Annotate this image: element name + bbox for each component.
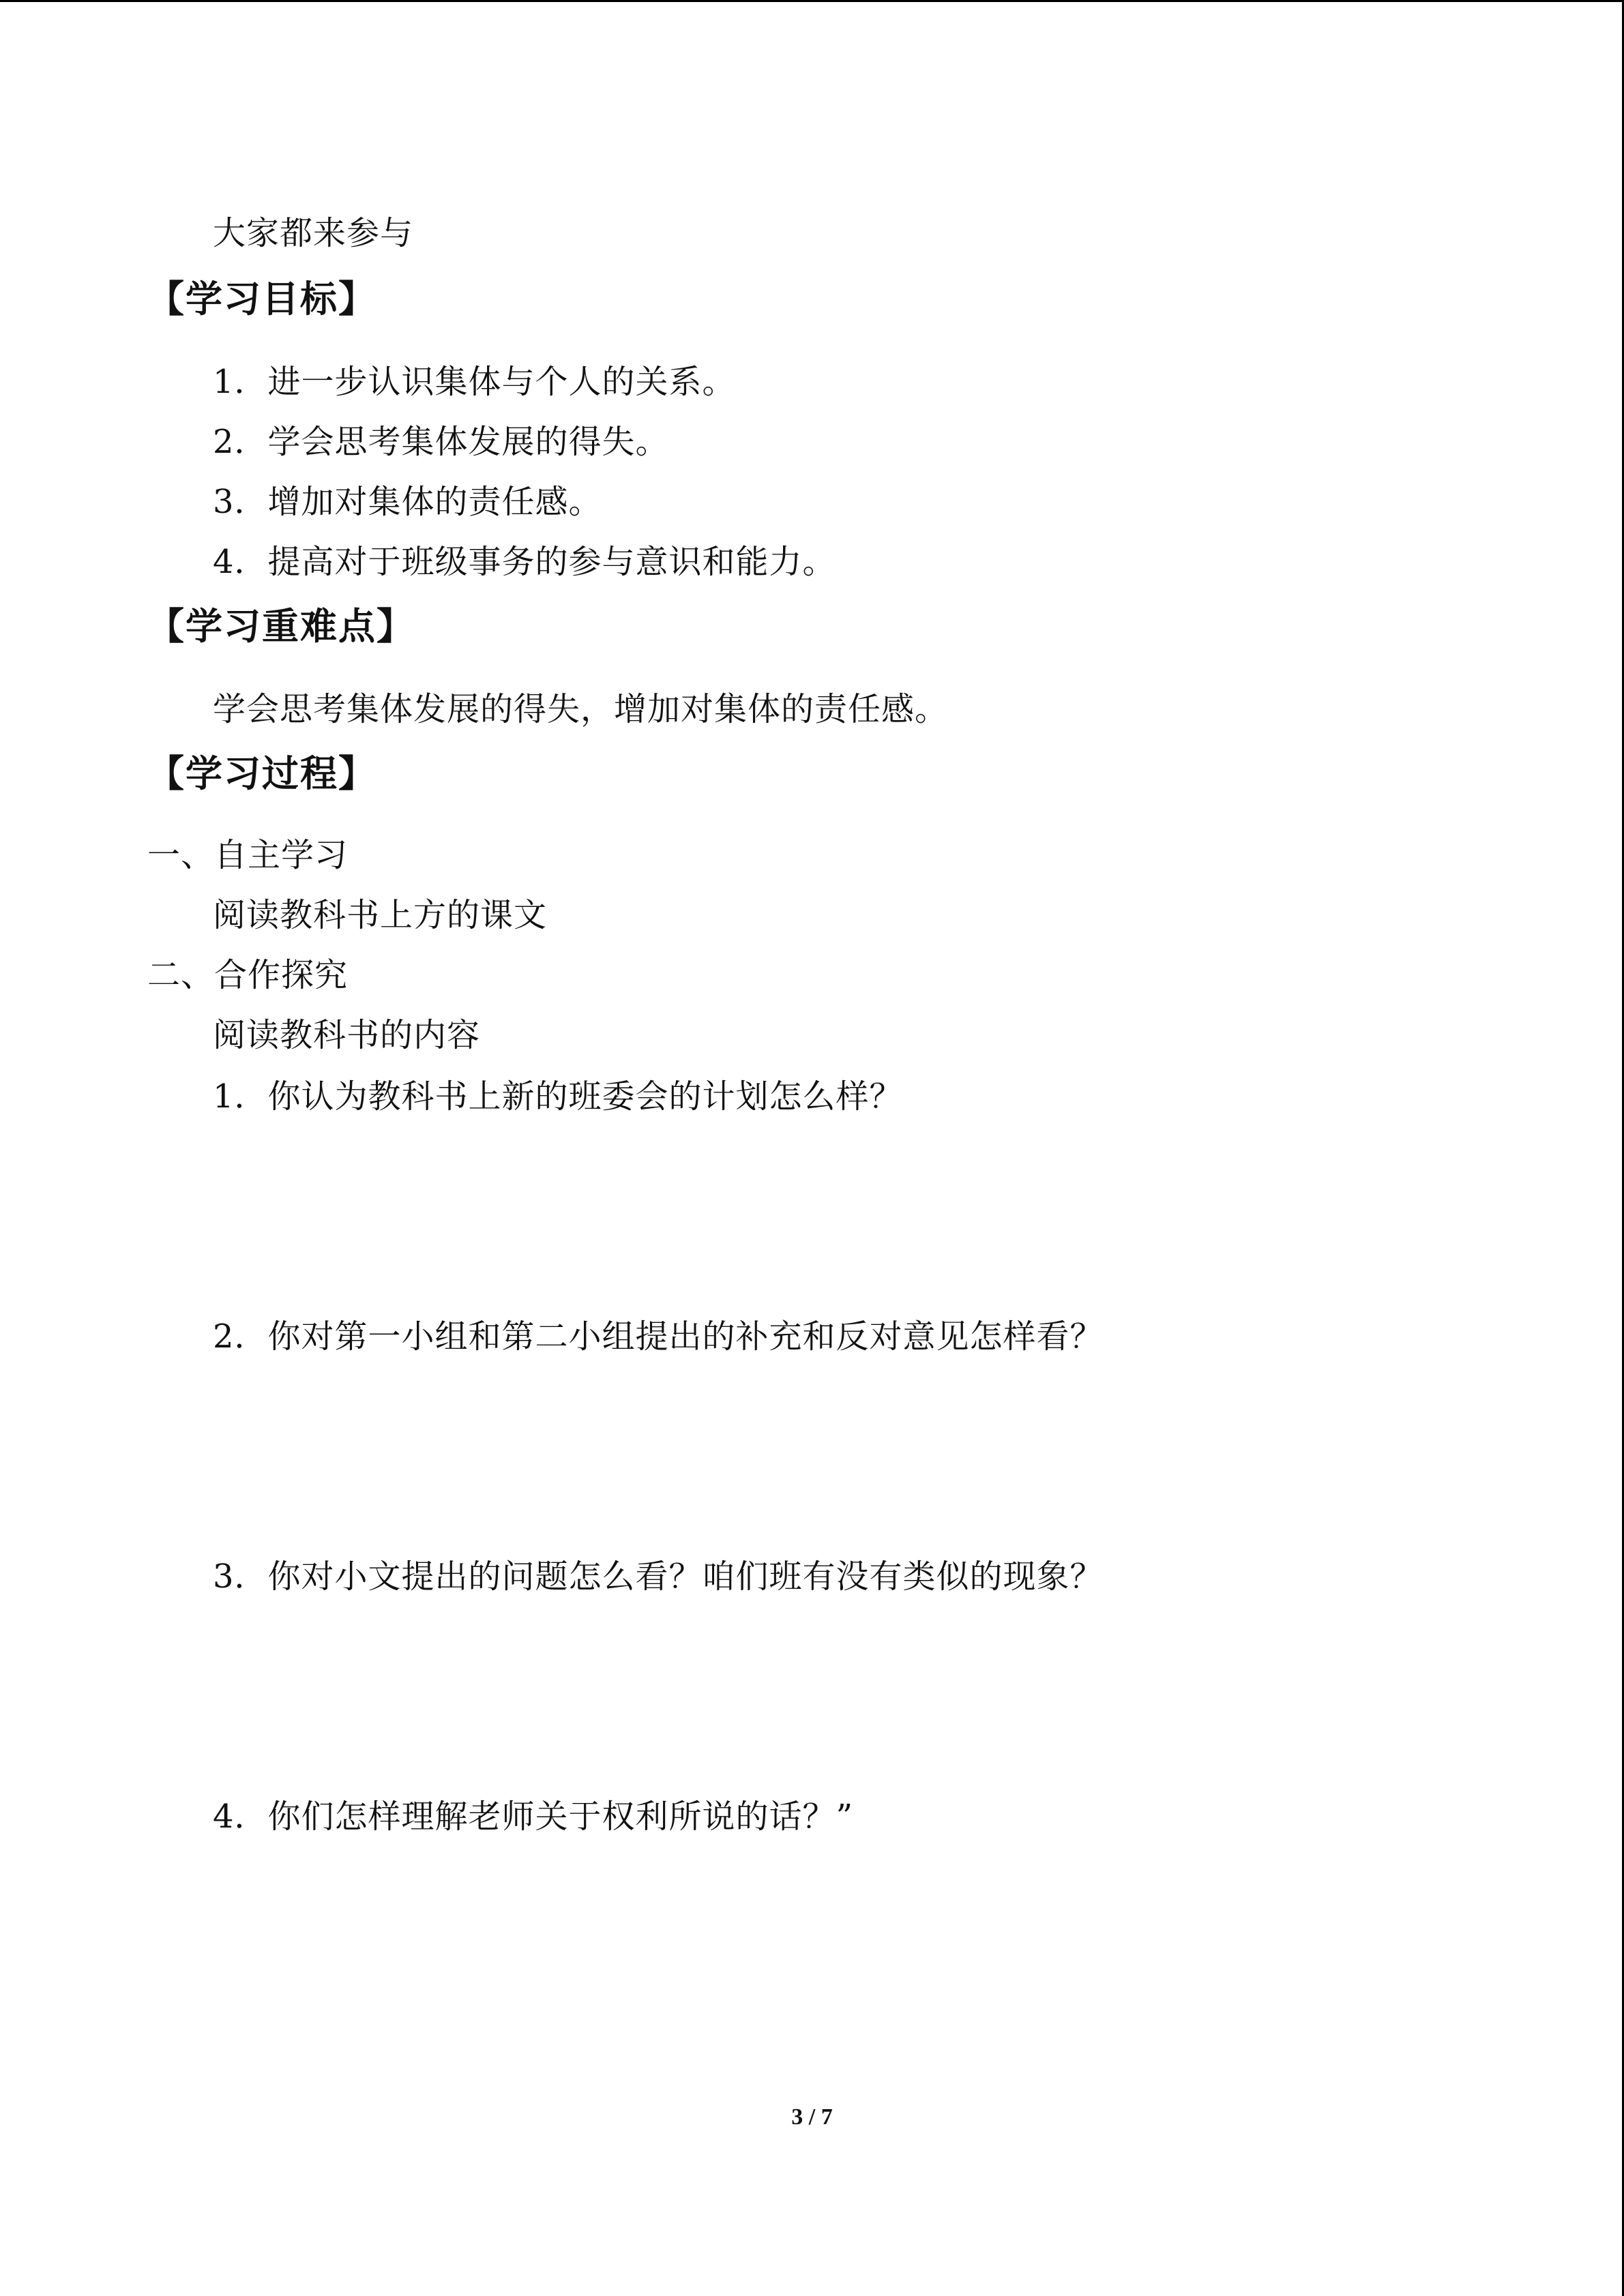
key-points-heading: 【学习重难点】 [147,605,415,648]
part2-text: 阅读教科书的内容 [213,1016,481,1054]
process-heading: 【学习过程】 [147,752,377,795]
page-border-top [0,0,1624,2]
page-number: 3 / 7 [791,2104,833,2130]
part1-text: 阅读教科书上方的课文 [213,896,548,934]
objective-item-1: 1．进一步认识集体与个人的关系。 [213,363,736,401]
question-2: 2．你对第一小组和第二小组提出的补充和反对意见怎样看？ [213,1317,1104,1356]
objective-item-3: 3．增加对集体的责任感。 [213,483,602,521]
objective-item-4: 4．提高对于班级事务的参与意识和能力。 [213,543,836,581]
part2-title: 二、合作探究 [147,956,349,994]
part1-title: 一、自主学习 [147,836,349,874]
key-points-text: 学会思考集体发展的得失，增加对集体的责任感。 [213,690,949,728]
lesson-title: 大家都来参与 [213,214,414,252]
question-3: 3．你对小文提出的问题怎么看？咱们班有没有类似的现象？ [213,1557,1104,1596]
question-4: 4．你们怎样理解老师关于权利所说的话？” [213,1798,854,1836]
question-1: 1．你认为教科书上新的班委会的计划怎么样？ [213,1077,903,1116]
objective-item-2: 2．学会思考集体发展的得失。 [213,423,669,461]
objectives-heading: 【学习目标】 [147,278,377,320]
